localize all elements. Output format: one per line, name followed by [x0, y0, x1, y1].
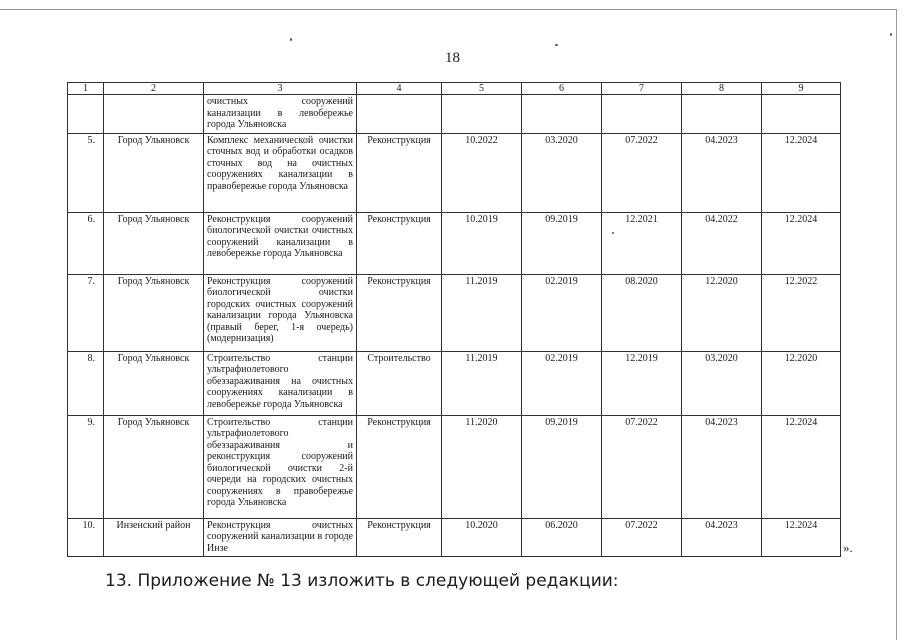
date-cell: [682, 95, 762, 134]
object-cell: Реконструкция сооружений биологической очистки городских очистных сооружений канализации города Ульяновска (правый берег, 1-я очередь) (модернизация): [204, 274, 357, 351]
date-cell: 03.2020: [522, 133, 602, 212]
date-cell: 10.2020: [442, 518, 522, 557]
date-cell: 07.2022: [602, 415, 682, 518]
column-header: 4: [357, 83, 442, 95]
date-cell: 12.2024: [762, 212, 841, 274]
table-row: [68, 133, 841, 212]
row-number: 7.: [68, 274, 104, 351]
date-cell: 12.2020: [682, 274, 762, 351]
scan-speck: [890, 33, 892, 36]
date-cell: 10.2022: [442, 133, 522, 212]
date-cell: 03.2020: [682, 351, 762, 415]
work-type-cell: Реконструкция: [357, 415, 442, 518]
row-number: 5.: [68, 133, 104, 212]
date-cell: 07.2022: [602, 133, 682, 212]
date-cell: 12.2020: [762, 351, 841, 415]
table-row: [68, 351, 841, 415]
work-type-cell: Реконструкция: [357, 212, 442, 274]
date-cell: 12.2024: [762, 133, 841, 212]
row-number: 6.: [68, 212, 104, 274]
date-cell: 09.2019: [522, 212, 602, 274]
scan-speck: [290, 38, 292, 41]
date-cell: 07.2022: [602, 518, 682, 557]
closing-quote: ».: [843, 540, 853, 555]
row-number: 10.: [68, 518, 104, 557]
work-type-cell: Реконструкция: [357, 274, 442, 351]
page-border-top: [0, 9, 897, 10]
date-cell: 04.2023: [682, 518, 762, 557]
work-type-cell: Реконструкция: [357, 518, 442, 557]
date-cell: [522, 95, 602, 134]
date-cell: 02.2019: [522, 274, 602, 351]
date-cell: 12.2024: [762, 518, 841, 557]
item-13-paragraph: 13. Приложение № 13 изложить в следующей редакции:: [105, 571, 619, 591]
column-header: 6: [522, 83, 602, 95]
date-cell: 10.2019: [442, 212, 522, 274]
object-cell: Реконструкция сооружений биологической очистки очистных сооружений канализации в левобережье города Ульяновска: [204, 212, 357, 274]
work-type-cell: Реконструкция: [357, 133, 442, 212]
date-cell: 12.2021: [602, 212, 682, 274]
table-row: [68, 518, 841, 557]
date-cell: 09.2019: [522, 415, 602, 518]
column-header: 3: [204, 83, 357, 95]
date-cell: 04.2023: [682, 133, 762, 212]
column-header: 1: [68, 83, 104, 95]
table-row: [68, 212, 841, 274]
date-cell: 11.2020: [442, 415, 522, 518]
projects-table: [67, 82, 841, 557]
date-cell: 06.2020: [522, 518, 602, 557]
municipality-cell: Город Ульяновск: [104, 351, 204, 415]
work-type-cell: [357, 95, 442, 134]
table-header-row: [68, 83, 841, 95]
date-cell: [442, 95, 522, 134]
date-cell: 12.2022: [762, 274, 841, 351]
column-header: 7: [602, 83, 682, 95]
object-cell: Строительство станции ультрафиолетового обеззараживания и реконструкция сооружений биологической очистки 2-й очереди на городских очистных сооружениях в правобережье города Ульяновска: [204, 415, 357, 518]
municipality-cell: Город Ульяновск: [104, 133, 204, 212]
date-cell: 12.2024: [762, 415, 841, 518]
object-cell: Строительство станции ультрафиолетового обеззараживания на очистных сооружениях канализации в левобережье города Ульяновска: [204, 351, 357, 415]
date-cell: 12.2019: [602, 351, 682, 415]
date-cell: 11.2019: [442, 351, 522, 415]
municipality-cell: Город Ульяновск: [104, 415, 204, 518]
table-row: [68, 95, 841, 134]
scan-speck: [555, 44, 558, 46]
column-header: 8: [682, 83, 762, 95]
column-header: 9: [762, 83, 841, 95]
date-cell: 08.2020: [602, 274, 682, 351]
work-type-cell: Строительство: [357, 351, 442, 415]
page-border-right: [896, 9, 897, 640]
date-cell: [602, 95, 682, 134]
date-cell: 04.2023: [682, 415, 762, 518]
row-number: 8.: [68, 351, 104, 415]
object-cell: очистных сооружений канализации в левобережье города Ульяновска: [204, 95, 357, 134]
column-header: 2: [104, 83, 204, 95]
table-row: [68, 274, 841, 351]
date-cell: 11.2019: [442, 274, 522, 351]
municipality-cell: Город Ульяновск: [104, 274, 204, 351]
municipality-cell: Инзенский район: [104, 518, 204, 557]
municipality-cell: [104, 95, 204, 134]
table-row: [68, 415, 841, 518]
date-cell: 04.2022: [682, 212, 762, 274]
page-number: 18: [445, 50, 460, 66]
row-number: 9.: [68, 415, 104, 518]
column-header: 5: [442, 83, 522, 95]
date-cell: 02.2019: [522, 351, 602, 415]
date-cell: [762, 95, 841, 134]
municipality-cell: Город Ульяновск: [104, 212, 204, 274]
object-cell: Реконструкция очистных сооружений канализации в городе Инзе: [204, 518, 357, 557]
row-number: [68, 95, 104, 134]
object-cell: Комплекс механической очистки сточных вод и обработки осадков сточных вод на очистных сооружениях канализации в правобережье города Ульяновска: [204, 133, 357, 212]
